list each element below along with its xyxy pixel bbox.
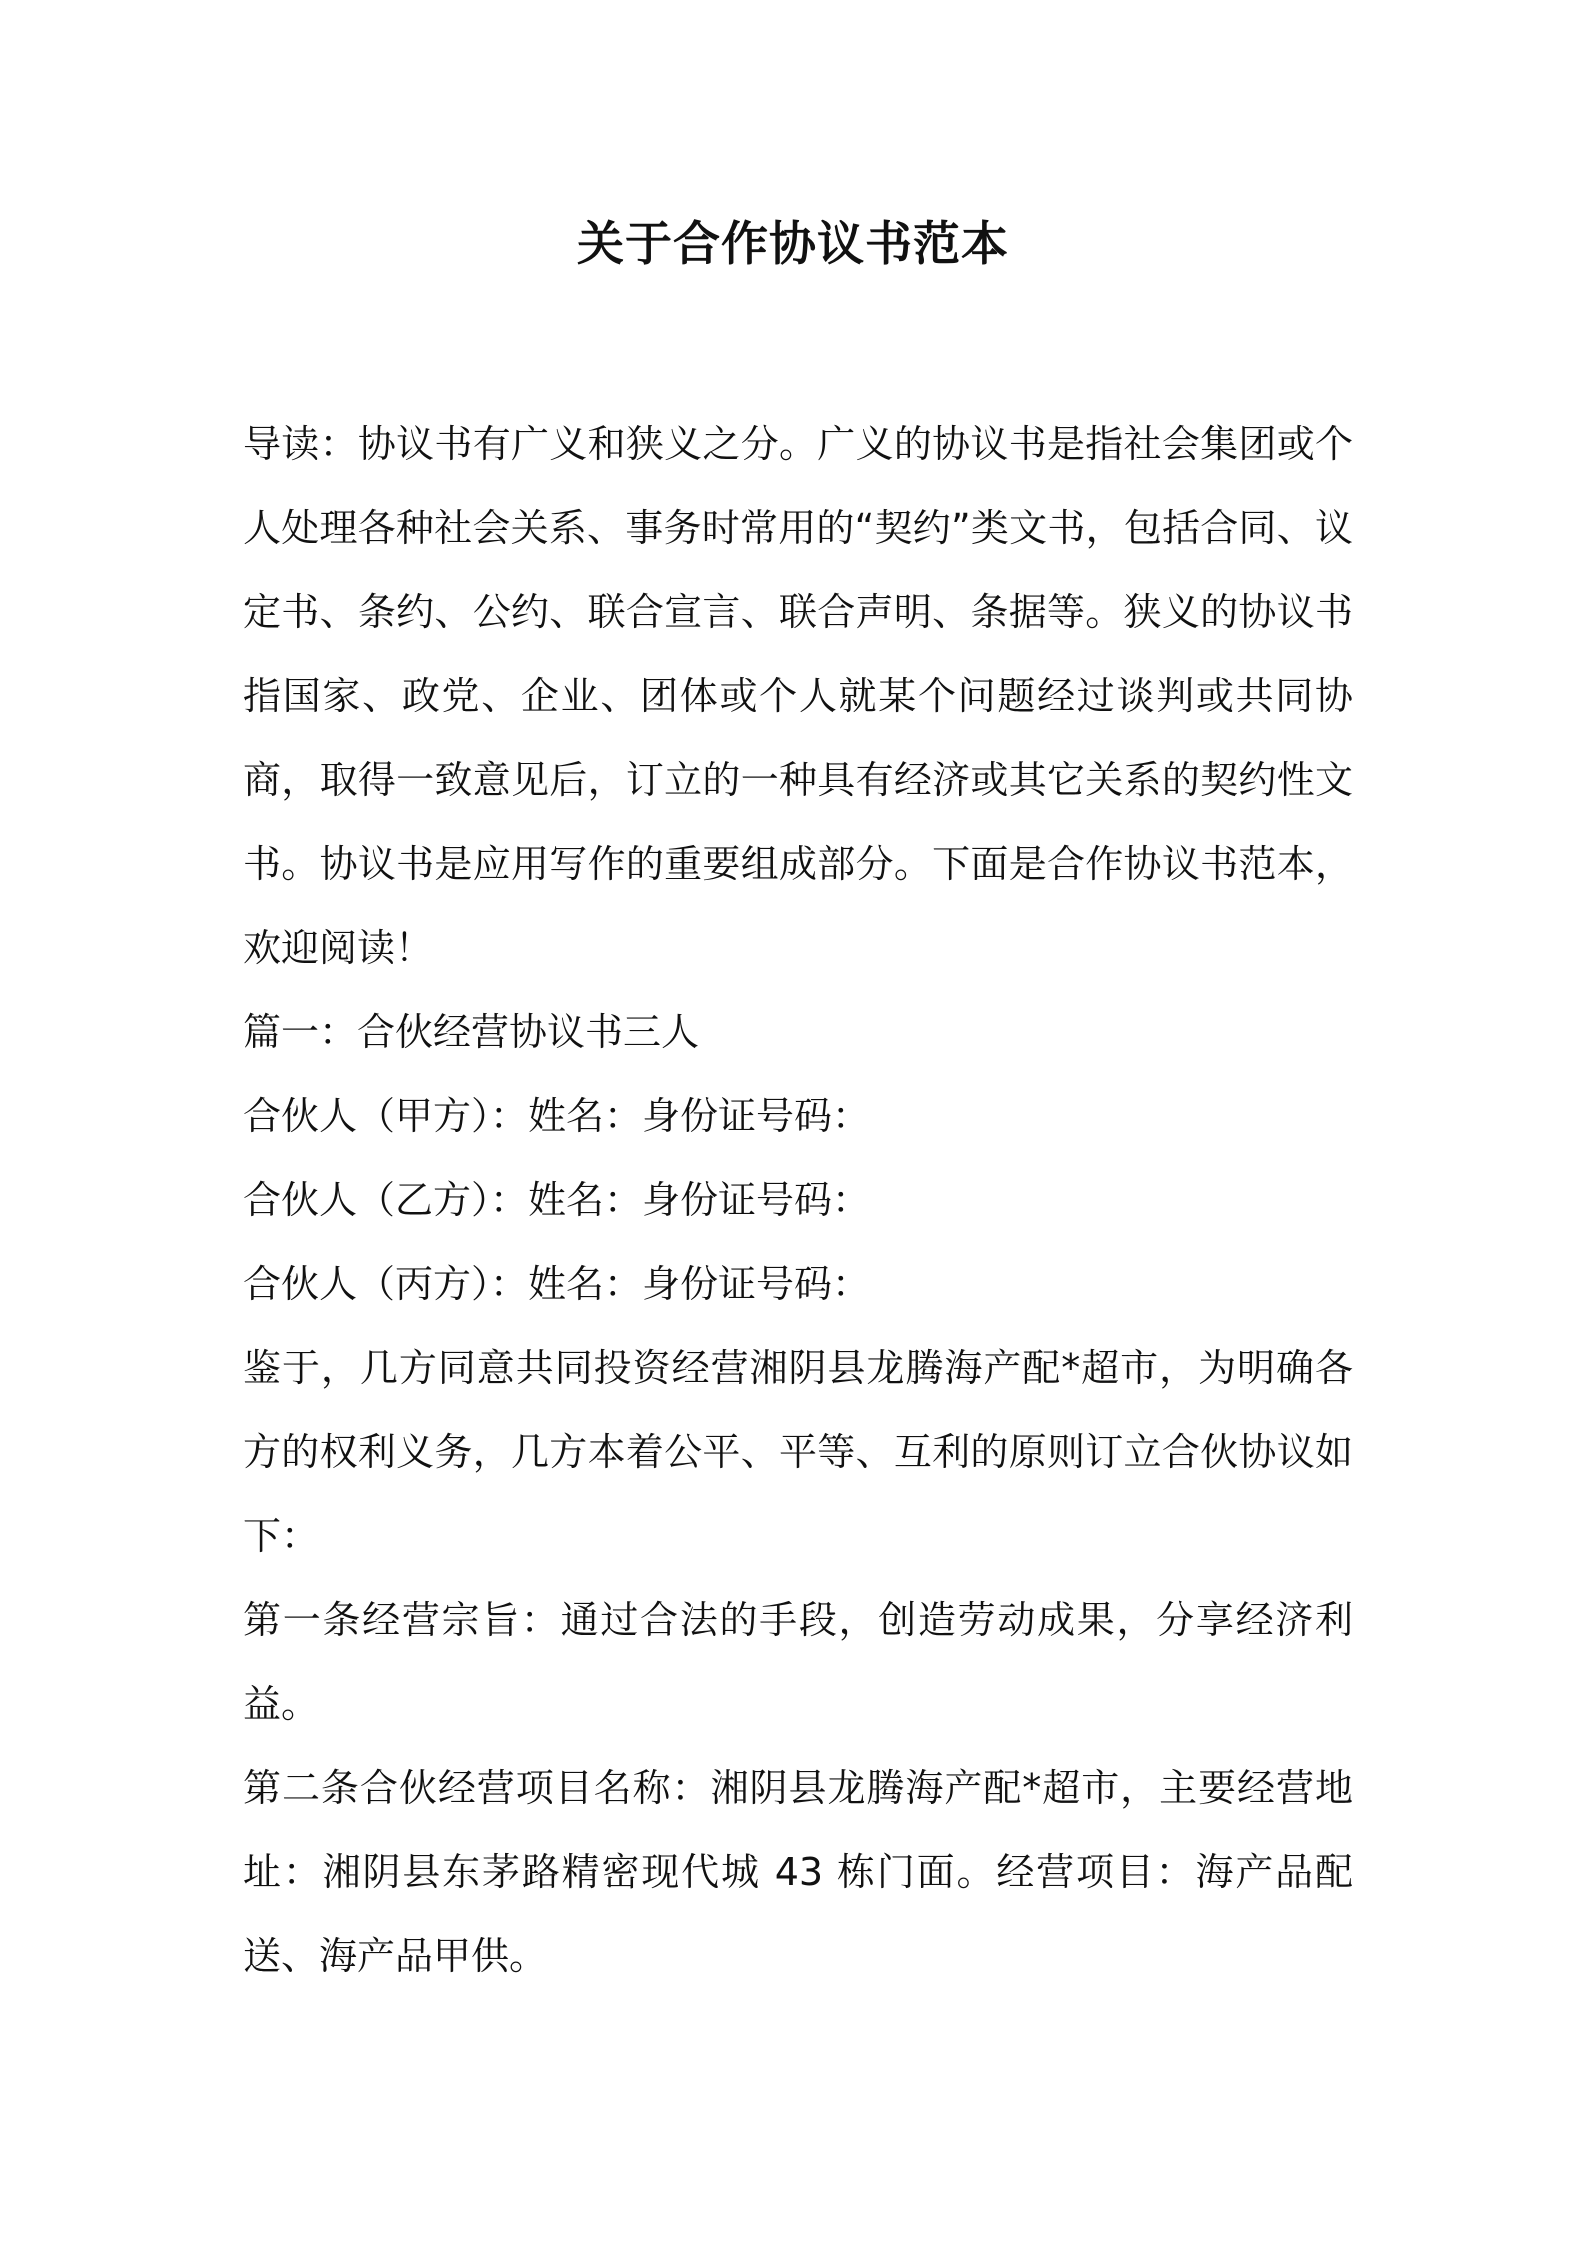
partner-a-line: 合伙人（甲方）：姓名：身份证号码： bbox=[243, 1094, 871, 1138]
partner-b-line: 合伙人（乙方）：姓名：身份证号码： bbox=[243, 1178, 871, 1222]
article-2-paragraph: 第二条合伙经营项目名称：湘阴县龙腾海产配*超市，主要经营地址：湘阴县东茅路精密现代城 43 栋门面。经营项目：海产品配送、海产品甲供。 bbox=[243, 1766, 1353, 1978]
document-body bbox=[243, 402, 1353, 1998]
section-heading: 篇一：合伙经营协议书三人 bbox=[243, 1010, 700, 1054]
preamble-paragraph: 鉴于，几方同意共同投资经营湘阴县龙腾海产配*超市，为明确各方的权利义务，几方本着公平、平等、互利的原则订立合伙协议如下： bbox=[243, 1346, 1353, 1558]
intro-paragraph: 导读：协议书有广义和狭义之分。广义的协议书是指社会集团或个人处理各种社会关系、事务时常用的“契约”类文书，包括合同、议定书、条约、公约、联合宣言、联合声明、条据等。狭义的协议书指国家、政党、企业、团体或个人就某个问题经过谈判或共同协商，取得一致意见后，订立的一种具有经济或其它关系的契约性文书。协议书是应用写作的重要组成部分。下面是合作协议书范本，欢迎阅读！ bbox=[243, 422, 1353, 970]
partner-c-line: 合伙人（丙方）：姓名：身份证号码： bbox=[243, 1262, 871, 1306]
document-title: 关于合作协议书范本 bbox=[577, 217, 1009, 272]
article-1-paragraph: 第一条经营宗旨：通过合法的手段，创造劳动成果，分享经济利益。 bbox=[243, 1598, 1353, 1726]
